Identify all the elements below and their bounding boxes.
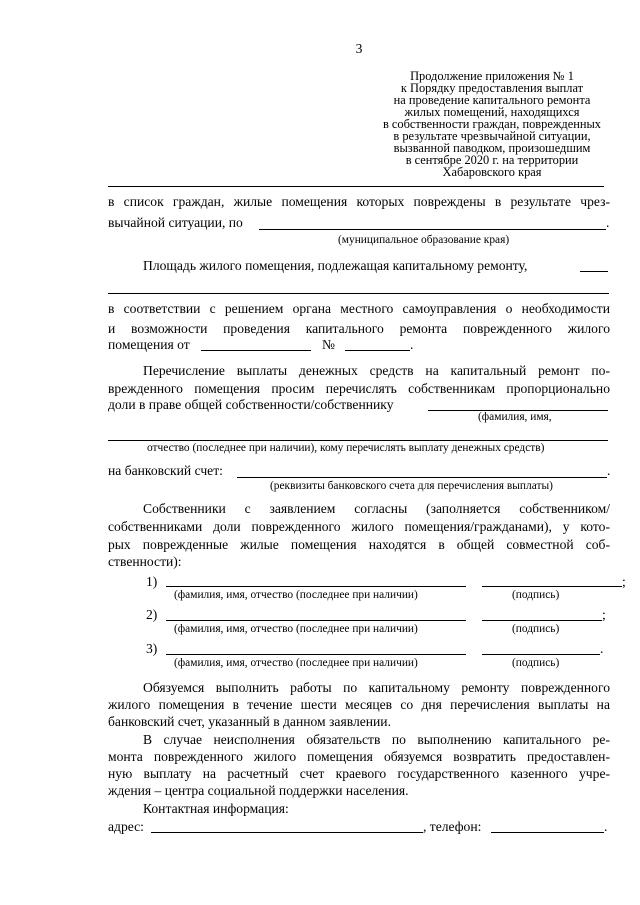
field-caption: (подпись) xyxy=(512,623,560,635)
field-caption: (фамилия, имя, отчество (последнее при наличии) xyxy=(174,657,418,669)
owner-number: 3) xyxy=(146,641,158,656)
appendix-header-line: вызванной паводком, произошедшим xyxy=(393,141,591,155)
field-caption: (муниципальное образование края) xyxy=(338,234,510,246)
text-line: собственниками доли поврежденного жилого помещения/гражданами), у кото- xyxy=(108,519,610,534)
line-end-punct: ; xyxy=(622,574,626,589)
page-number: 3 xyxy=(355,41,363,56)
text-line: № xyxy=(322,337,335,352)
appendix-header-line: Продолжение приложения № 1 xyxy=(410,69,574,83)
text-line: вычайной ситуации, по xyxy=(108,215,243,230)
text-line: ждения – центра социальной поддержки населения. xyxy=(108,783,409,798)
text-line: Собственники с заявлением согласны (заполняется собственником/ xyxy=(143,501,610,516)
text-line: на банковский счет: xyxy=(108,463,223,478)
text-line: банковский счет, указанный в данном заявлении. xyxy=(108,714,391,729)
municipality-field[interactable] xyxy=(259,229,606,230)
appendix-header-line: в сентябре 2020 г. на территории xyxy=(405,153,579,167)
line-end-punct: . xyxy=(606,215,610,230)
appendix-header-line: в собственности граждан, поврежденных xyxy=(382,117,602,131)
owner-name-field[interactable] xyxy=(166,654,466,655)
line-end-punct: ; xyxy=(602,607,606,622)
appendix-header-line: на проведение капитального ремонта xyxy=(393,93,591,107)
text-line: ственности): xyxy=(108,554,182,569)
phone-label: , телефон: xyxy=(423,819,482,834)
line-end-punct: . xyxy=(600,641,604,656)
line-end-punct: . xyxy=(607,463,611,478)
owner-signature-field[interactable] xyxy=(482,586,622,587)
recipient-name-field-continuation[interactable] xyxy=(108,440,608,441)
owner-name-field[interactable] xyxy=(166,586,466,587)
text-line: рых поврежденные жилые помещения находятся в общей совместной соб- xyxy=(108,537,610,552)
owner-number: 1) xyxy=(146,574,158,589)
phone-field[interactable] xyxy=(491,832,604,833)
field-caption: (подпись) xyxy=(512,657,560,669)
text-line: Перечисление выплаты денежных средств на капитальный ремонт по- xyxy=(143,363,610,378)
text-line: Контактная информация: xyxy=(143,801,289,816)
field-caption: (подпись) xyxy=(512,589,560,601)
text-line: Площадь жилого помещения, подлежащая капитальному ремонту, xyxy=(143,258,528,273)
appendix-header-line: жилых помещений, находящихся xyxy=(404,105,580,119)
text-line: Обязуемся выполнить работы по капитальному ремонту поврежденного xyxy=(143,680,610,695)
decision-date-field[interactable] xyxy=(201,350,311,351)
owner-signature-field[interactable] xyxy=(482,620,602,621)
text-line: ную выплату на расчетный счет краевого государственного казенного учре- xyxy=(108,766,610,781)
line-end-punct: . xyxy=(604,819,608,834)
area-field-continuation[interactable] xyxy=(108,293,609,294)
area-field[interactable] xyxy=(580,271,608,272)
text-line: монта поврежденного жилого помещения обязуемся возвратить предоставлен- xyxy=(108,749,610,764)
line-end-punct: . xyxy=(410,337,414,352)
address-label: адрес: xyxy=(108,819,144,834)
owner-number: 2) xyxy=(146,607,158,622)
text-line: и возможности проведения капитального ремонта поврежденного жилого xyxy=(108,321,610,336)
text-line: жилого помещения в течение шести месяцев со дня перечисления выплаты на xyxy=(108,697,610,712)
bank-account-field[interactable] xyxy=(237,477,607,478)
address-field[interactable] xyxy=(151,832,423,833)
text-line: доли в праве общей собственности/собственнику xyxy=(108,397,394,412)
separator-line xyxy=(108,186,604,187)
owner-signature-field[interactable] xyxy=(482,654,600,655)
text-line: в список граждан, жилые помещения которых повреждены в результате чрез- xyxy=(108,194,610,209)
text-line: в соответствии с решением органа местного самоуправления о необходимости xyxy=(108,301,610,316)
field-caption: (фамилия, имя, отчество (последнее при наличии) xyxy=(174,589,418,601)
appendix-header-line: в результате чрезвычайной ситуации, xyxy=(393,129,591,143)
owner-name-field[interactable] xyxy=(166,620,466,621)
appendix-header-line: Хабаровского края xyxy=(442,165,542,179)
decision-number-field[interactable] xyxy=(345,350,410,351)
field-caption: (фамилия, имя, xyxy=(478,411,552,423)
appendix-header-line: к Порядку предоставления выплат xyxy=(400,81,584,95)
text-line: В случае неисполнения обязательств по выполнению капитального ре- xyxy=(143,732,610,747)
text-line: врежденного помещения просим перечислять собственникам пропорционально xyxy=(108,381,610,396)
field-caption: отчество (последнее при наличии), кому перечислять выплату денежных средств) xyxy=(147,442,545,454)
text-line: помещения от xyxy=(108,337,190,352)
field-caption: (реквизиты банковского счета для перечисления выплаты) xyxy=(270,480,553,492)
field-caption: (фамилия, имя, отчество (последнее при наличии) xyxy=(174,623,418,635)
